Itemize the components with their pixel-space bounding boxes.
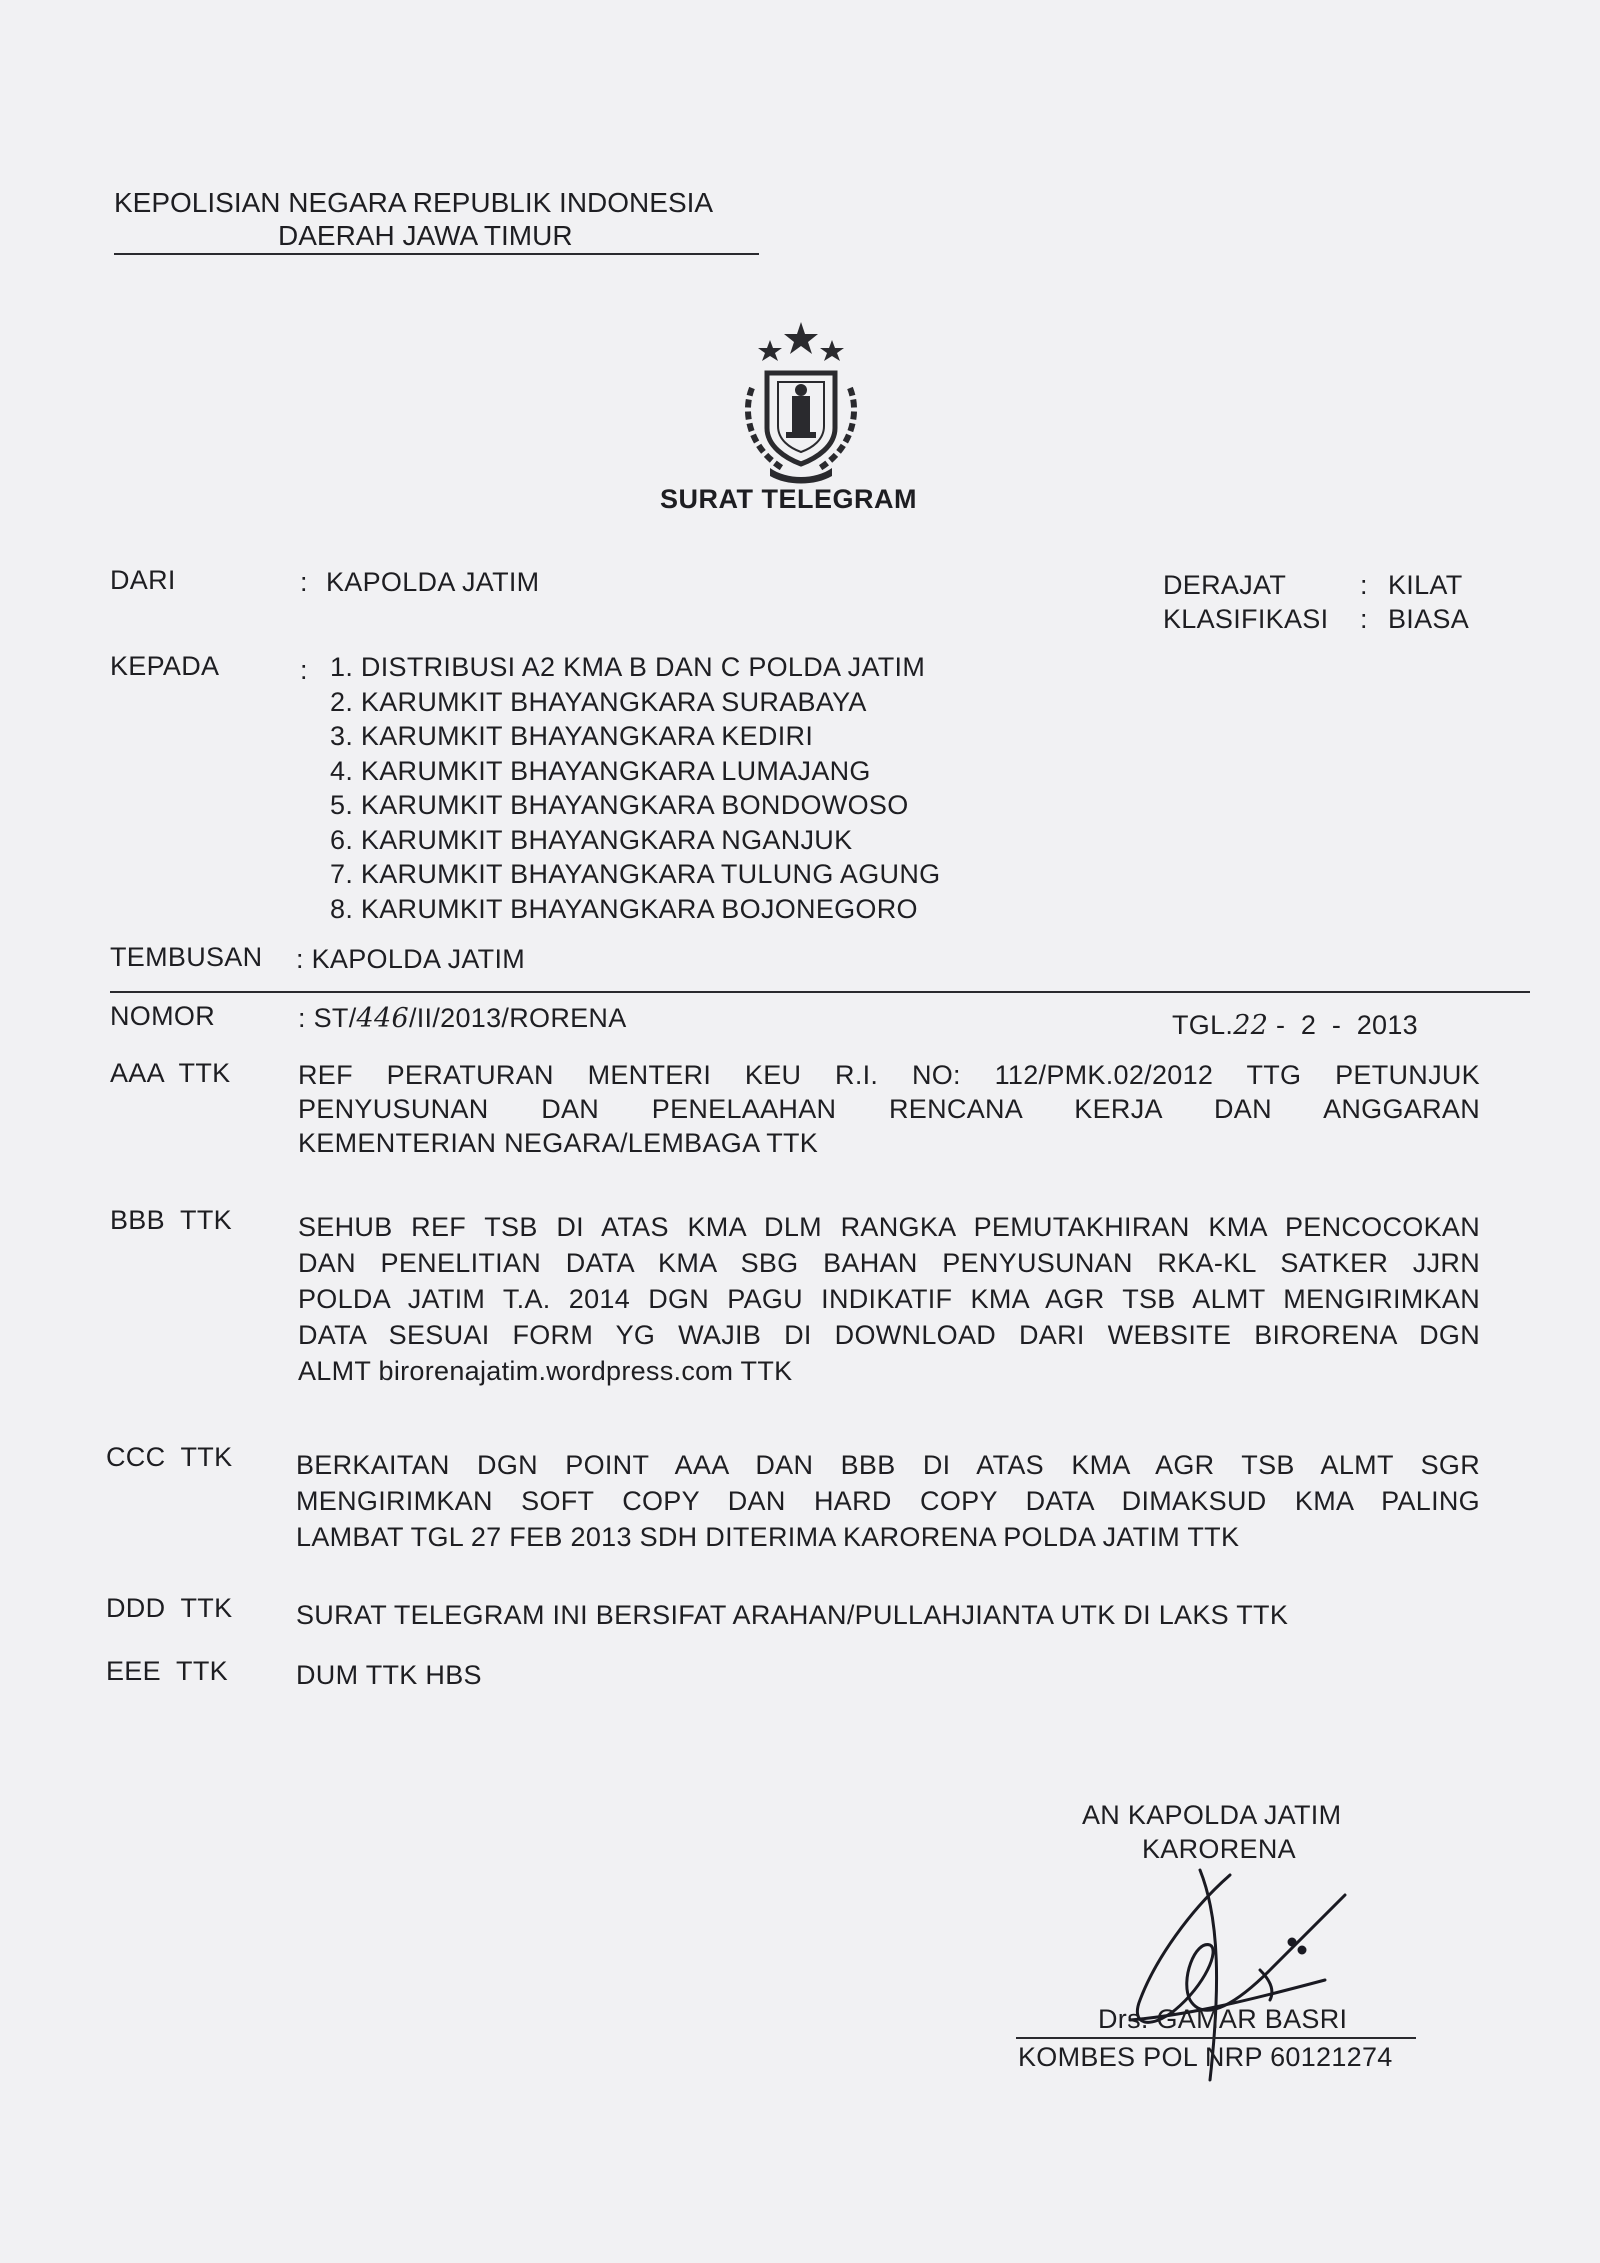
list-item: 6. KARUMKIT BHAYANGKARA NGANJUK xyxy=(330,824,853,855)
paragraph-line: KEMENTERIAN NEGARA/LEMBAGA TTK xyxy=(298,1128,819,1158)
signature-line2: KARORENA xyxy=(1142,1834,1296,1864)
police-emblem-icon xyxy=(712,318,890,488)
tembusan-value: : KAPOLDA JATIM xyxy=(296,944,526,974)
header-underline xyxy=(114,253,759,255)
point-bbb-body xyxy=(298,1212,1480,1392)
list-item: 4. KARUMKIT BHAYANGKARA LUMAJANG xyxy=(330,755,871,786)
section-divider xyxy=(110,991,1530,993)
point-eee-label: EEE TTK xyxy=(106,1656,228,1686)
recipient-list xyxy=(330,652,940,928)
klasifikasi-label: KLASIFIKASI xyxy=(1163,604,1329,634)
paragraph-line: REF PERATURAN MENTERI KEU R.I. NO: 112/PMK.02/2012 TTG PETUNJUK xyxy=(298,1060,1480,1090)
paragraph-line: SEHUB REF TSB DI ATAS KMA DLM RANGKA PEMUTAKHIRAN KMA PENCOCOKAN xyxy=(298,1212,1480,1242)
tanggal-rest: - 2 - 2013 xyxy=(1276,1010,1418,1040)
point-aaa-label: AAA TTK xyxy=(110,1058,231,1088)
org-name-line2: DAERAH JAWA TIMUR xyxy=(278,220,573,251)
nomor-value xyxy=(298,1003,627,1034)
nomor-handwritten-number: 446 xyxy=(356,1003,409,1034)
tembusan-label: TEMBUSAN xyxy=(110,942,263,972)
paragraph-line: MENGIRIMKAN SOFT COPY DAN HARD COPY DATA DIMAKSUD KMA PALING xyxy=(296,1486,1480,1516)
nomor-prefix: : ST/ xyxy=(298,1003,357,1033)
signature-line1: AN KAPOLDA JATIM xyxy=(1082,1800,1342,1830)
point-ccc-label: CCC TTK xyxy=(106,1442,233,1472)
org-name-line1: KEPOLISIAN NEGARA REPUBLIK INDONESIA xyxy=(114,187,714,218)
dari-label: DARI xyxy=(110,565,176,595)
list-item: 1. DISTRIBUSI A2 KMA B DAN C POLDA JATIM xyxy=(330,652,926,682)
list-item: 8. KARUMKIT BHAYANGKARA BOJONEGORO xyxy=(330,893,918,924)
klasifikasi-value: BIASA xyxy=(1388,604,1470,634)
dari-separator: : xyxy=(300,567,308,597)
dari-value: KAPOLDA JATIM xyxy=(326,567,540,597)
paragraph-line: POLDA JATIM T.A. 2014 DGN PAGU INDIKATIF KMA AGR TSB ALMT MENGIRIMKAN xyxy=(298,1284,1480,1314)
paragraph-line: LAMBAT TGL 27 FEB 2013 SDH DITERIMA KARORENA POLDA JATIM TTK xyxy=(296,1522,1240,1552)
derajat-value: KILAT xyxy=(1388,570,1463,600)
signature-underline xyxy=(1016,2037,1416,2039)
paragraph-line: DATA SESUAI FORM YG WAJIB DI DOWNLOAD DARI WEBSITE BIRORENA DGN xyxy=(298,1320,1480,1350)
tanggal-handwritten-day: 22 xyxy=(1233,1010,1269,1041)
nomor-suffix: /II/2013/RORENA xyxy=(408,1003,627,1033)
tanggal-prefix: TGL. xyxy=(1172,1010,1234,1040)
point-eee-body: DUM TTK HBS xyxy=(296,1660,482,1690)
kepada-separator: : xyxy=(300,655,308,685)
list-item: 5. KARUMKIT BHAYANGKARA BONDOWOSO xyxy=(330,790,909,820)
point-ccc-body xyxy=(296,1450,1480,1558)
paragraph-line: ALMT birorenajatim.wordpress.com TTK xyxy=(298,1356,793,1386)
derajat-label: DERAJAT xyxy=(1163,570,1287,600)
point-ddd-label: DDD TTK xyxy=(106,1593,233,1623)
point-bbb-label: BBB TTK xyxy=(110,1205,232,1235)
klasifikasi-separator: : xyxy=(1360,604,1368,634)
list-item: 2. KARUMKIT BHAYANGKARA SURABAYA xyxy=(330,686,867,717)
paragraph-line: BERKAITAN DGN POINT AAA DAN BBB DI ATAS KMA AGR TSB ALMT SGR xyxy=(296,1450,1480,1480)
signatory-name: Drs. GAMAR BASRI xyxy=(1098,2004,1348,2034)
paragraph-line: PENYUSUNAN DAN PENELAAHAN RENCANA KERJA DAN ANGGARAN xyxy=(298,1094,1480,1124)
kepada-label: KEPADA xyxy=(110,651,220,681)
point-aaa-body xyxy=(298,1060,1480,1162)
paragraph-line: DAN PENELITIAN DATA KMA SBG BAHAN PENYUSUNAN RKA-KL SATKER JJRN xyxy=(298,1248,1480,1278)
list-item: 7. KARUMKIT BHAYANGKARA TULUNG AGUNG xyxy=(330,859,941,889)
list-item: 3. KARUMKIT BHAYANGKARA KEDIRI xyxy=(330,721,814,751)
point-ddd-body: SURAT TELEGRAM INI BERSIFAT ARAHAN/PULLAHJIANTA UTK DI LAKS TTK xyxy=(296,1600,1289,1630)
tanggal-value xyxy=(1172,1010,1418,1041)
signatory-rank: KOMBES POL NRP 60121274 xyxy=(1018,2042,1393,2072)
document-title: SURAT TELEGRAM xyxy=(660,484,917,514)
derajat-separator: : xyxy=(1360,570,1368,600)
nomor-label: NOMOR xyxy=(110,1001,215,1031)
